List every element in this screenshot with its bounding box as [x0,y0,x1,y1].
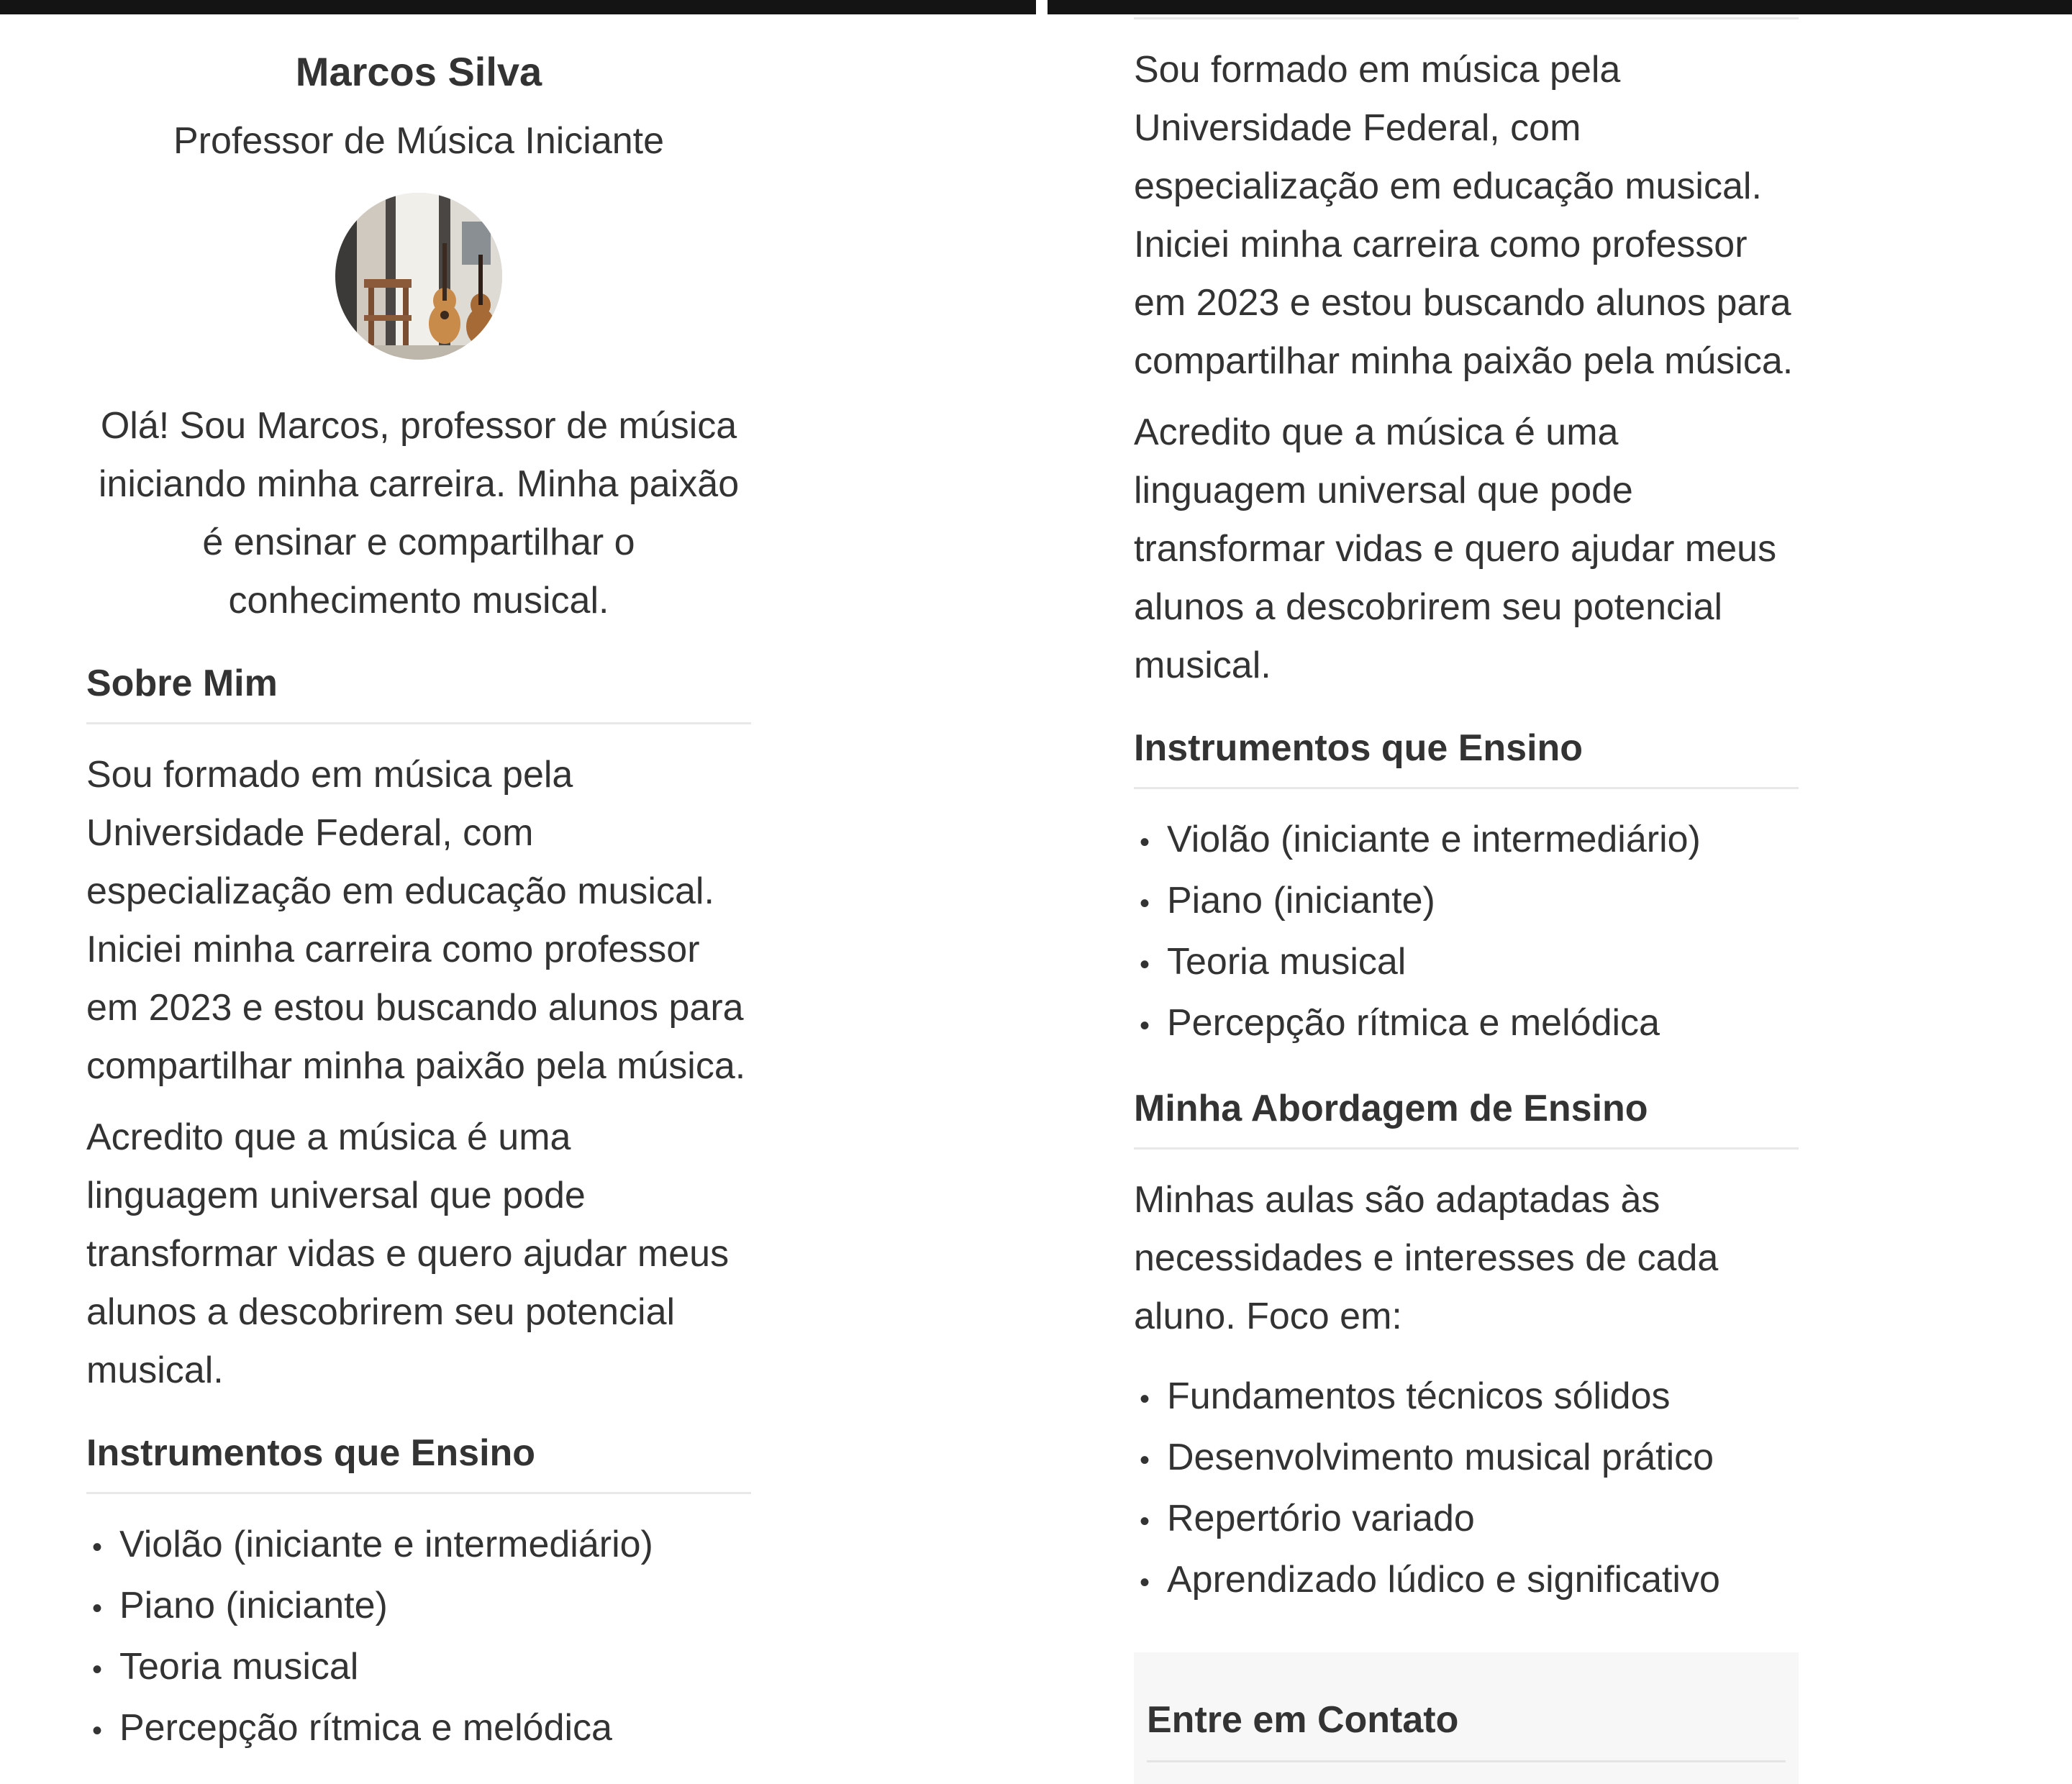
instrument-label: Percepção rítmica e melódica [119,1707,612,1749]
list-item [86,1577,751,1638]
approach-label: Aprendizado lúdico e significativo [1167,1559,1720,1601]
bullet-icon: • [92,1593,103,1624]
approach-label: Desenvolvimento musical prático [1167,1437,1714,1478]
instrument-label: Percepção rítmica e melódica [1167,1002,1660,1044]
list-item [86,1638,751,1699]
bullet-icon: • [1140,827,1150,858]
approach-list [1134,1367,1799,1612]
instruments-list [86,1516,751,1760]
instrument-label: Piano (iniciante) [1167,880,1435,921]
avatar [335,193,502,360]
section-title-instruments: Instrumentos que Ensino [86,1429,751,1494]
section-title-about: Sobre Mim [86,659,751,724]
about-paragraph-1: Sou formado em música pela Universidade Federal, com especialização em educação musical. Iniciei minha carreira como professor em 2023 e estou buscando alunos para compartilhar minha paixão pela música. [86,754,746,1087]
profile-name: Marcos Silva [295,49,542,94]
instruments-list [1134,811,1799,1055]
list-item [1134,1551,1799,1612]
bullet-icon: • [92,1715,103,1747]
status-bar [0,0,1036,14]
instrument-label: Violão (iniciante e intermediário) [119,1524,653,1565]
bullet-icon: • [1140,1567,1150,1598]
approach-label: Repertório variado [1167,1498,1475,1539]
bullet-icon: • [1140,1506,1150,1537]
section-title-contact: Entre em Contato [1147,1696,1786,1762]
intro-text: Olá! Sou Marcos, professor de música iniciando minha carreira. Minha paixão é ensinar e compartilhar o conhecimento musical. [98,405,740,622]
instrument-label: Teoria musical [119,1646,359,1688]
profile-content-scrolled [1134,0,1799,1784]
contact-section [1134,1652,1799,1784]
approach-label: Fundamentos técnicos sólidos [1167,1375,1671,1417]
bullet-icon: • [1140,1010,1150,1042]
bullet-icon: • [1140,1444,1150,1476]
instrument-label: Teoria musical [1167,941,1407,983]
avatar-photo [335,193,502,360]
profile-content [86,46,751,1760]
list-item [86,1699,751,1760]
list-item [1134,1490,1799,1551]
list-item [1134,811,1799,872]
section-title-approach: Minha Abordagem de Ensino [1134,1084,1799,1150]
about-paragraph-2: Acredito que a música é uma linguagem universal que pode transformar vidas e quero ajudar meus alunos a descobrirem seu potencial musical. [1134,411,1777,686]
profile-role: Professor de Música Iniciante [173,120,665,162]
list-item [1134,872,1799,933]
about-paragraph-2: Acredito que a música é uma linguagem universal que pode transformar vidas e quero ajudar meus alunos a descobrirem seu potencial musical. [86,1116,730,1391]
list-item [1134,1429,1799,1490]
about-paragraph-1: Sou formado em música pela Universidade Federal, com especialização em educação musical. Iniciei minha carreira como professor em 2023 e estou buscando alunos para compartilhar minha paixão pela música. [1134,49,1794,382]
status-bar [1048,0,2072,14]
section-title-instruments: Instrumentos que Ensino [1134,724,1799,789]
bullet-icon: • [1140,888,1150,919]
instrument-label: Violão (iniciante e intermediário) [1167,819,1701,860]
list-item [1134,933,1799,994]
screenshot-pane-scrolled [1048,0,2072,1784]
bullet-icon: • [1140,949,1150,980]
list-item [86,1516,751,1577]
bullet-icon: • [1140,1383,1150,1415]
bullet-icon: • [92,1654,103,1685]
list-item [1134,994,1799,1055]
instrument-label: Piano (iniciante) [119,1585,388,1626]
bullet-icon: • [92,1532,103,1563]
approach-text: Minhas aulas são adaptadas às necessidades e interesses de cada aluno. Foco em: [1134,1179,1719,1337]
list-item [1134,1367,1799,1429]
